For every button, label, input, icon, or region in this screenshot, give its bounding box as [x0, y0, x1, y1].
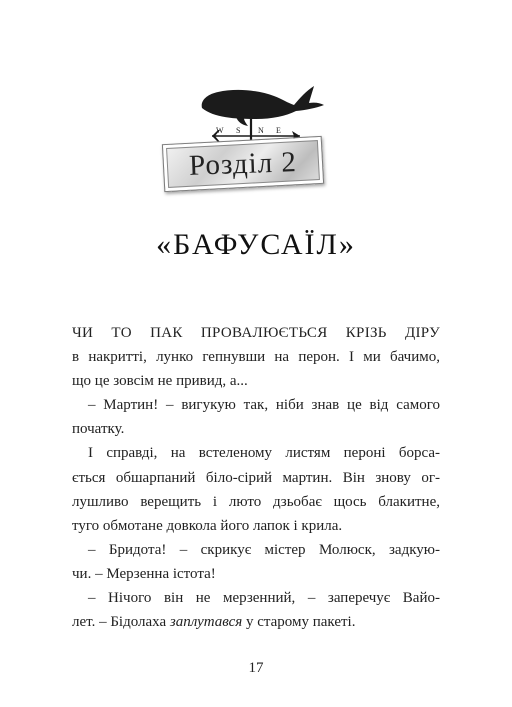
body-line: ЧИ ТО ПАК ПРОВАЛЮЄТЬСЯ КРІЗЬ ДІРУ [72, 325, 440, 341]
body-line: ється обшарпаний біло-сірий мартин. Він знову ог- [72, 469, 440, 486]
chapter-title: «БАФУСАЇЛ» [156, 228, 356, 261]
body-line: туго обмотане довкола його лапок і крила. [72, 517, 343, 534]
compass-letter-w: W [216, 126, 224, 135]
compass-letter-n: N [258, 126, 264, 135]
body-line: що це зовсім не привид, а... [72, 373, 248, 390]
body-line: І справді, на встеленому листям пероні борса- [88, 445, 440, 462]
body-line: лушливо верещить і люто дзьобає щось блакитне, [72, 493, 440, 510]
body-line: – Нічого він не мерзенний, – заперечує Вайо- [88, 590, 440, 607]
body-line [72, 610, 440, 634]
body-line: початку. [72, 421, 125, 438]
chapter-label: Розділ 2 [188, 145, 298, 182]
body-line: в накритті, лунко гепнувши на перон. І ми бачимо, [72, 349, 440, 366]
body-line: – Мартин! – вигукую так, ніби знав це від самого [88, 397, 440, 414]
page-number: 17 [248, 660, 264, 676]
italic-word: заплутався [169, 614, 243, 631]
body-line-part: у старому пакеті. [242, 614, 356, 631]
body-line: чи. – Мерзенна істота! [72, 565, 216, 582]
chapter-plaque [162, 136, 324, 192]
body-line: – Бридота! – скрикує містер Молюск, задкую- [88, 541, 440, 558]
chapter-body [72, 321, 440, 634]
body-line-part: лет. – Бідолаха [72, 614, 170, 631]
compass-letter-s: S [236, 126, 241, 135]
compass-letter-e: E [276, 126, 281, 135]
